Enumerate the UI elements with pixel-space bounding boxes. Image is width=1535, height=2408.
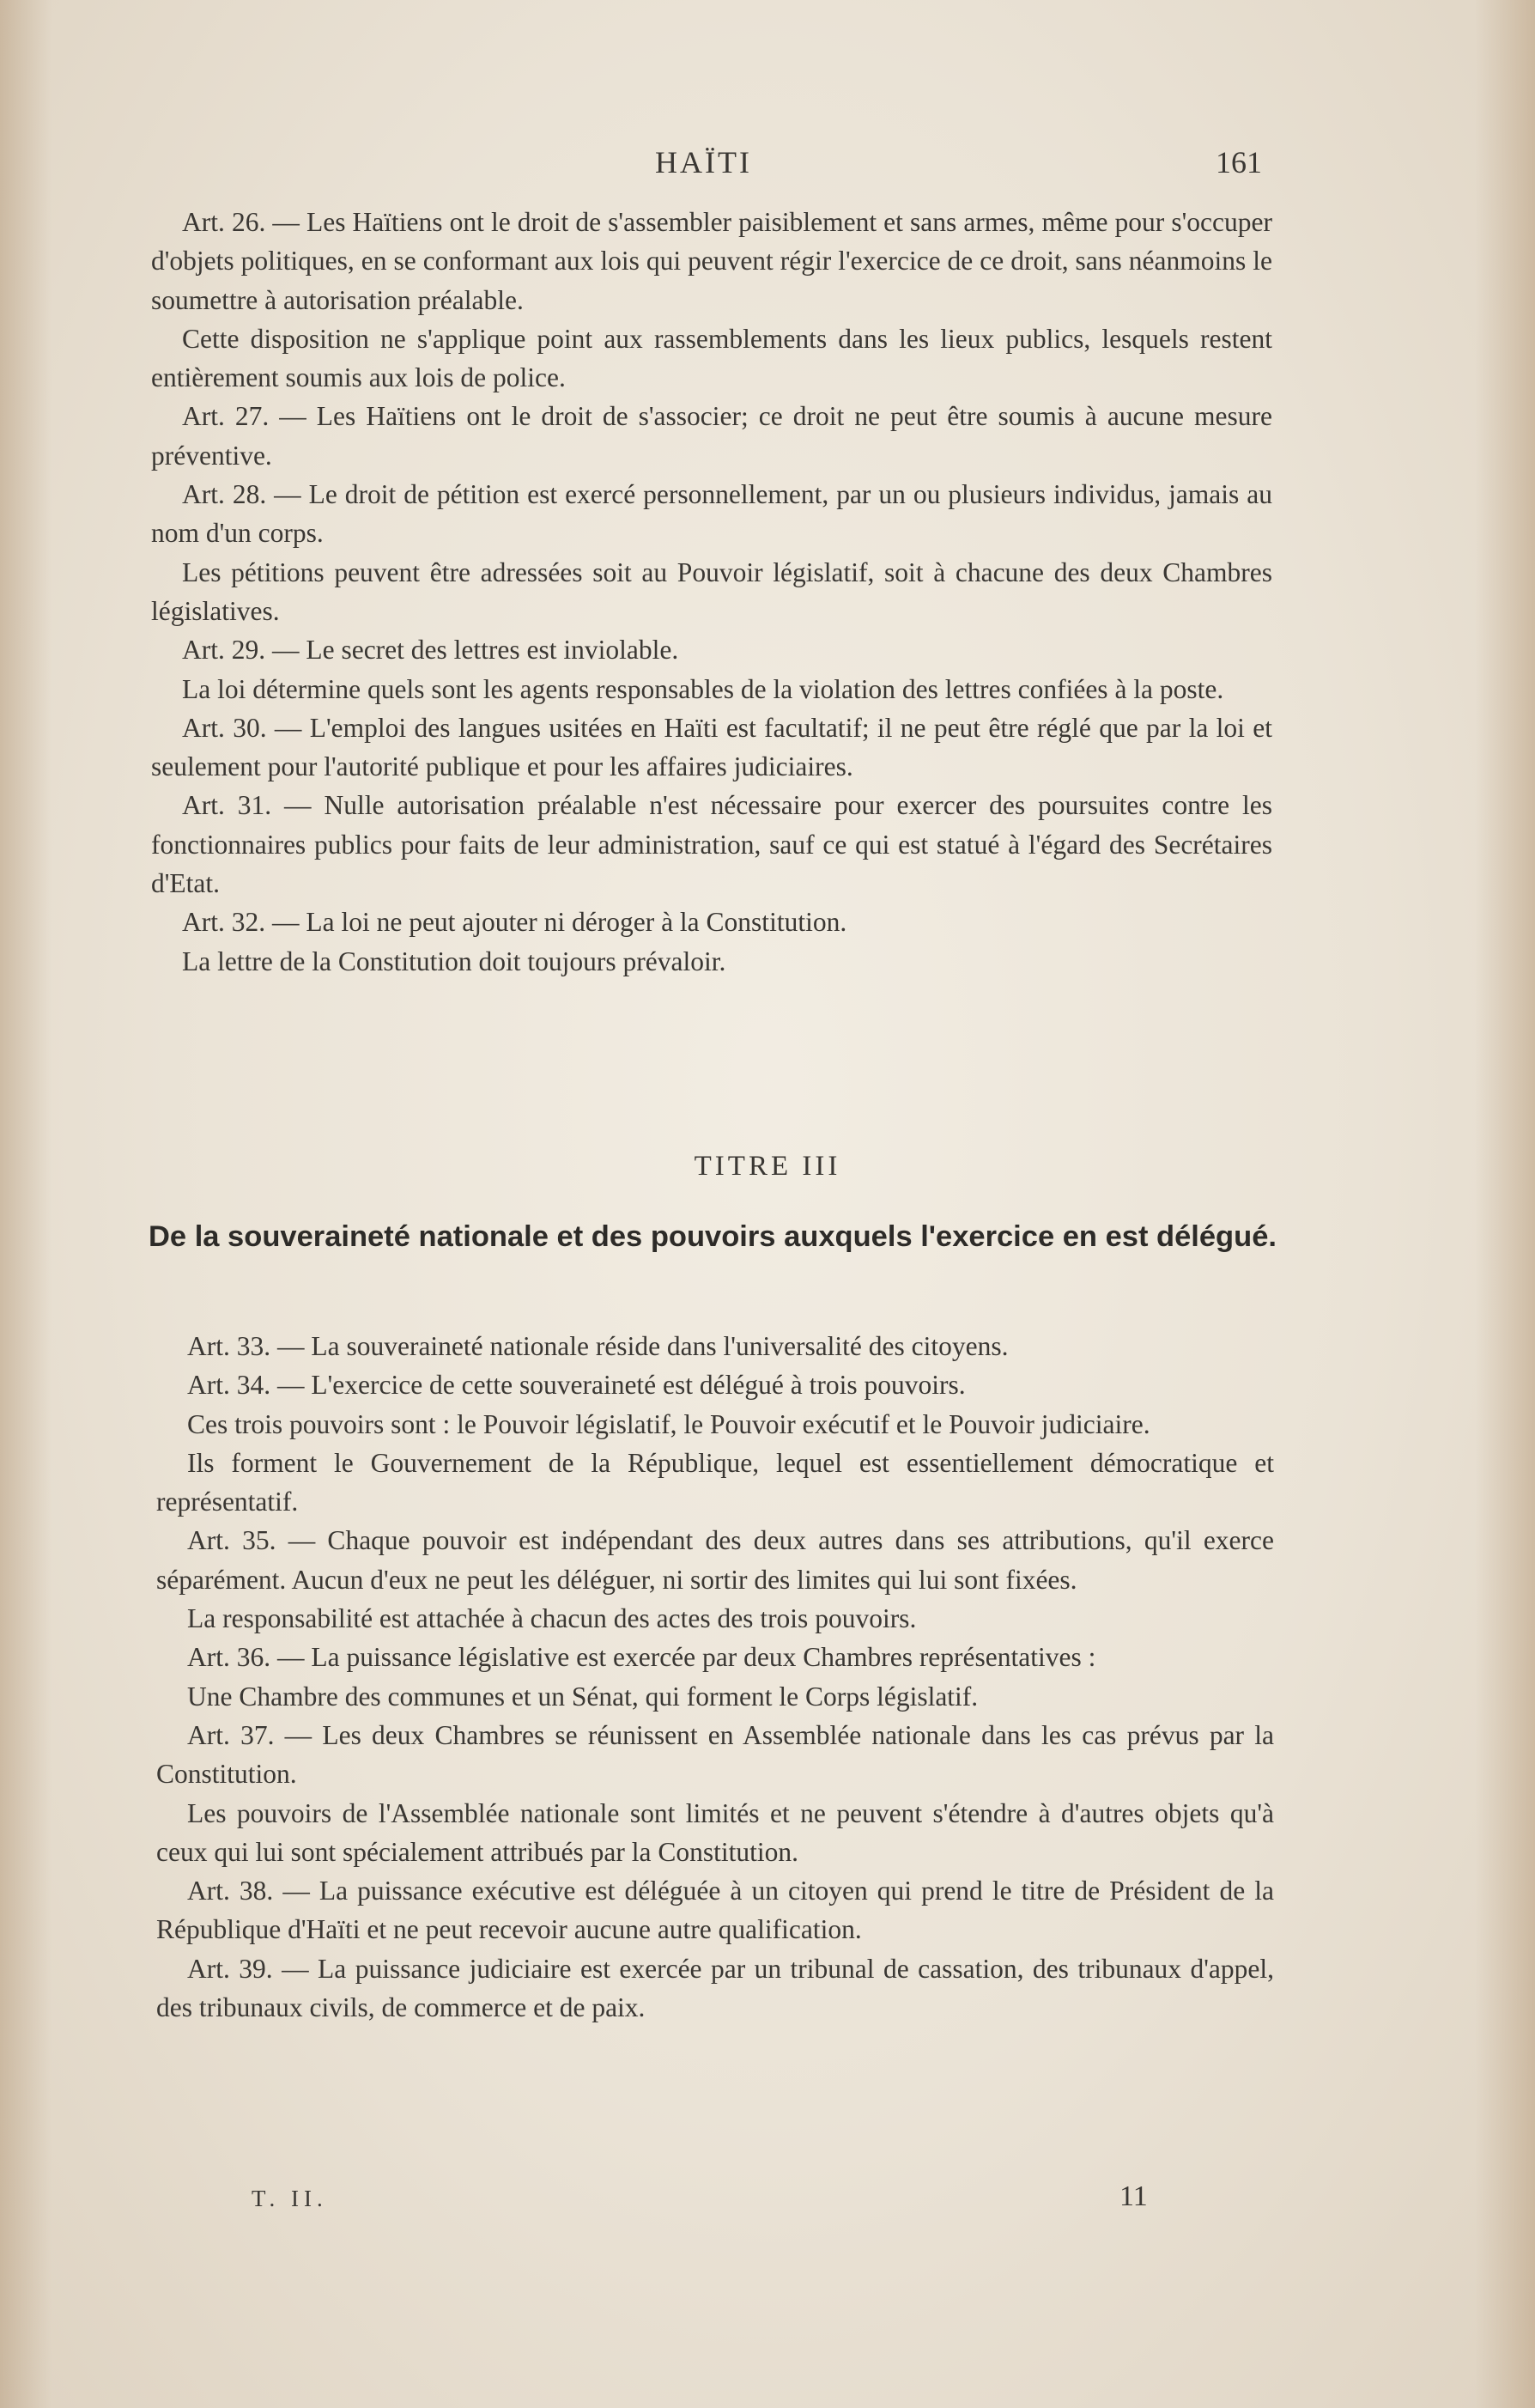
paragraph-art-38: Art. 38. — La puissance exécutive est déléguée à un citoyen qui prend le titre de Président de la République d'Haïti et ne peut recevoir aucune autre qualification. [156, 1876, 1274, 1945]
page-edge-shadow-left [0, 0, 52, 2408]
running-head [0, 144, 1535, 187]
paragraph-art-31: Art. 31. — Nulle autorisation préalable n'est nécessaire pour exercer des poursuites contre les fonctionnaires publics pour faits de leur administration, sauf ce qui est statué à l'égard des Secrétaires d'Etat. [151, 790, 1272, 899]
paragraph-art-34: Art. 34. — L'exercice de cette souveraineté est délégué à trois pouvoirs. [187, 1370, 966, 1401]
paragraph-art-39: Art. 39. — La puissance judiciaire est exercée par un tribunal de cassation, des tribunaux d'appel, des tribunaux civils, de commerce et de paix. [156, 1953, 1274, 2023]
paragraph: Les pétitions peuvent être adressées soit au Pouvoir législatif, soit à chacune des deux Chambres législatives. [151, 556, 1272, 626]
running-head-title: HAÏTI [655, 145, 752, 179]
articles-33-39 [156, 1327, 1274, 2027]
signature-mark: 11 [1119, 2180, 1148, 2212]
paragraph: Cette disposition ne s'applique point aux rassemblements dans les lieux publics, lesquels restent entièrement soumis aux lois de police. [151, 323, 1272, 393]
section-heading: De la souveraineté nationale et des pouvoirs auxquels l'exercice en est délégué. [149, 1220, 1277, 1253]
paragraph-art-35: Art. 35. — Chaque pouvoir est indépendant des deux autres dans ses attributions, qu'il exerce séparément. Aucun d'eux ne peut les déléguer, ni sortir des limites qui lui sont fixées. [156, 1525, 1274, 1595]
paragraph: Les pouvoirs de l'Assemblée nationale sont limités et ne peuvent s'étendre à d'autres objets qu'à ceux qui lui sont spécialement attribués par la Constitution. [156, 1797, 1274, 1867]
paragraph-art-33: Art. 33. — La souveraineté nationale réside dans l'universalité des citoyens. [187, 1331, 1009, 1361]
paragraph: Une Chambre des communes et un Sénat, qui forment le Corps législatif. [187, 1681, 979, 1712]
paragraph-art-29: Art. 29. — Le secret des lettres est inviolable. [182, 635, 679, 666]
paragraph: La lettre de la Constitution doit toujours prévaloir. [182, 946, 726, 976]
volume-mark: T. II. [252, 2186, 328, 2211]
paragraph-art-36: Art. 36. — La puissance législative est exercée par deux Chambres représentatives : [187, 1642, 1096, 1673]
paragraph-art-32: Art. 32. — La loi ne peut ajouter ni déroger à la Constitution. [182, 907, 847, 938]
page-number: 161 [1216, 145, 1262, 179]
page-footer [0, 2180, 1535, 2223]
paragraph: La responsabilité est attachée à chacun des actes des trois pouvoirs. [187, 1603, 917, 1634]
paragraph: Ils forment le Gouvernement de la République, lequel est essentiellement démocratique et représentatif. [156, 1447, 1274, 1517]
paragraph-art-37: Art. 37. — Les deux Chambres se réunissent en Assemblée nationale dans les cas prévus par la Constitution. [156, 1719, 1274, 1790]
paragraph-art-26: Art. 26. — Les Haïtiens ont le droit de s'assembler paisiblement et sans armes, même pour s'occuper d'objets politiques, en se conformant aux lois qui peuvent régir l'exercice de ce droit, sans néanmoins le soumettre à autorisation préalable. [151, 207, 1272, 315]
title-block [0, 1151, 1535, 1183]
paragraph-art-27: Art. 27. — Les Haïtiens ont le droit de s'associer; ce droit ne peut être soumis à aucune mesure préventive. [151, 401, 1272, 471]
paragraph-art-28: Art. 28. — Le droit de pétition est exercé personnellement, par un ou plusieurs individus, jamais au nom d'un corps. [151, 479, 1272, 549]
titre-heading: TITRE III [694, 1151, 841, 1182]
articles-26-32 [151, 203, 1272, 981]
paragraph: La loi détermine quels sont les agents responsables de la violation des lettres confiées à la poste. [182, 673, 1224, 704]
paragraph-art-30: Art. 30. — L'emploi des langues usitées en Haïti est facultatif; il ne peut être réglé que par la loi et seulement pour l'autorité publique et pour les affaires judiciaires. [151, 712, 1272, 782]
paragraph: Ces trois pouvoirs sont : le Pouvoir législatif, le Pouvoir exécutif et le Pouvoir judiciaire. [187, 1408, 1150, 1439]
page-edge-shadow-right [1475, 0, 1535, 2408]
